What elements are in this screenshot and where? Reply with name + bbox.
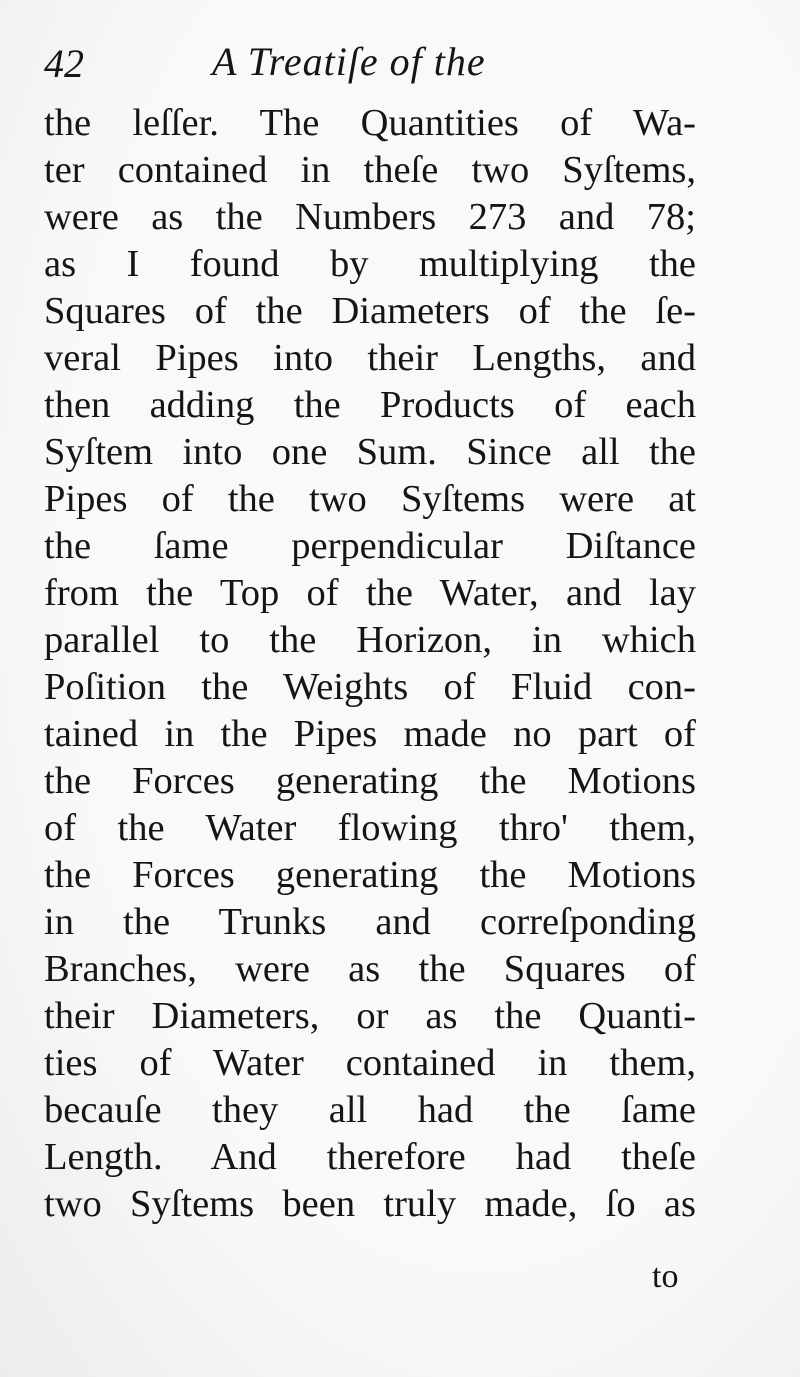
text-line: from the Top of the Water, and lay xyxy=(44,572,696,614)
text-line: Branches, were as the Squares of xyxy=(44,948,696,990)
body-text xyxy=(44,100,696,1228)
page-header xyxy=(44,36,704,96)
catchword: to xyxy=(652,1258,679,1295)
text-line: parallel to the Horizon, in which xyxy=(44,619,696,661)
text-line: the ſame perpendicular Diſtance xyxy=(44,525,696,567)
text-line: Pipes of the two Syſtems were at xyxy=(44,478,696,520)
page-number: 42 xyxy=(44,41,84,86)
text-line: ties of Water contained in them, xyxy=(44,1042,696,1084)
text-line: veral Pipes into their Lengths, and xyxy=(44,337,696,379)
text-line: Squares of the Diameters of the ſe- xyxy=(44,290,696,332)
text-line: the leſſer. The Quantities of Wa- xyxy=(44,102,696,144)
text-line: Length. And therefore had theſe xyxy=(44,1136,696,1178)
text-line: were as the Numbers 273 and 78; xyxy=(44,196,696,238)
text-line: two Syſtems been truly made, ſo as xyxy=(44,1183,696,1225)
text-line: in the Trunks and correſponding xyxy=(44,901,696,943)
text-line: their Diameters, or as the Quanti- xyxy=(44,995,696,1037)
text-line: as I found by multiplying the xyxy=(44,243,696,285)
text-line: becauſe they all had the ſame xyxy=(44,1089,696,1131)
text-line: tained in the Pipes made no part of xyxy=(44,713,696,755)
text-line: ter contained in theſe two Syſtems, xyxy=(44,149,696,191)
text-line: the Forces generating the Motions xyxy=(44,760,696,802)
running-title: A Treatiſe of the xyxy=(212,39,486,84)
text-line: of the Water flowing thro' them, xyxy=(44,807,696,849)
text-line: Poſition the Weights of Fluid con- xyxy=(44,666,696,708)
text-line: Syſtem into one Sum. Since all the xyxy=(44,431,696,473)
text-line: the Forces generating the Motions xyxy=(44,854,696,896)
text-line: then adding the Products of each xyxy=(44,384,696,426)
